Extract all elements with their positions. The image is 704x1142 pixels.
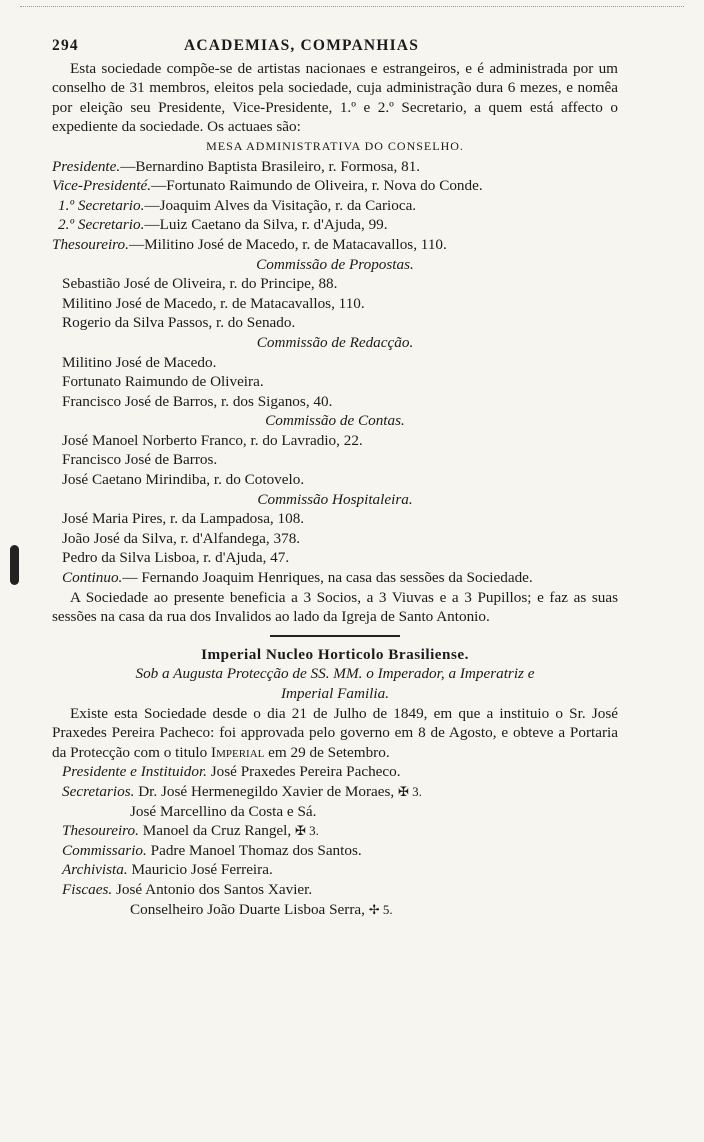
officer-secretarios: Secretarios. Dr. José Hermenegildo Xavier de Moraes, ✠ 3. (62, 782, 422, 800)
page-number: 294 (52, 37, 79, 54)
officer-secretario-2: José Marcellino da Costa e Sá. (130, 802, 317, 820)
mesa-heading: MESA ADMINISTRATIVA DO CONSELHO. (206, 138, 464, 153)
mesa-thesoureiro: Thesoureiro.—Militino José de Macedo, r. de Matacavallos, 110. (52, 235, 447, 253)
section-divider (270, 635, 400, 637)
section-subtitle-2: Imperial Familia. (281, 685, 389, 702)
order-star-icon: ✢ 5. (368, 901, 393, 917)
committee-member: Pedro da Silva Lisboa, r. d'Ajuda, 47. (62, 549, 290, 567)
mesa-vice: Vice-Presidenté.—Fortunato Raimundo de Oliveira, r. Nova do Conde. (52, 177, 483, 195)
order-cross-icon: ✠ 3. (398, 783, 422, 799)
officer-fiscal-2: Conselheiro João Duarte Lisboa Serra, ✢ 5. (130, 900, 393, 918)
section-body: Existe esta Sociedade desde o dia 21 de Julho de 1849, em que a instituio o Sr. José Praxedes Pereira Pacheco: foi approvada pelo governo em 8 de Agosto, e obteve a Portaria da Protecção com o titulo Imperial em 29 de Setembro. (52, 704, 618, 761)
top-border (20, 6, 684, 7)
mesa-sec1: 1.º Secretario.—Joaquim Alves da Visitação, r. da Carioca. (58, 196, 417, 214)
ink-blot (10, 545, 19, 585)
committee-member: José Maria Pires, r. da Lampadosa, 108. (62, 510, 305, 528)
committee-member: João José da Silva, r. d'Alfandega, 378. (62, 529, 301, 547)
committee-title: Commissão de Contas. (265, 412, 405, 430)
section-title: Imperial Nucleo Horticolo Brasiliense. (201, 645, 469, 663)
committee-member: Militino José de Macedo, r. de Matacavallos, 110. (62, 294, 365, 312)
officer-thesoureiro: Thesoureiro. Manoel da Cruz Rangel, ✠ 3. (62, 822, 319, 840)
committee-member: José Manoel Norberto Franco, r. do Lavradio, 22. (62, 431, 363, 449)
officer-archivista: Archivista. Mauricio José Ferreira. (62, 861, 273, 879)
order-cross-icon: ✠ 3. (295, 823, 319, 839)
committee-title: Commissão de Redacção. (256, 333, 414, 351)
continuo-paragraph: Continuo.— Fernando Joaquim Henriques, na casa das sessões da Sociedade. (62, 569, 533, 587)
section-subtitle-1: Sob a Augusta Protecção de SS. MM. o Imperador, a Imperatriz e (135, 665, 535, 683)
committee-title: Commissão de Propostas. (256, 255, 414, 273)
committee-member: Rogerio da Silva Passos, r. do Senado. (62, 314, 296, 332)
mesa-sec2: 2.º Secretario.—Luiz Caetano da Silva, r. d'Ajuda, 99. (58, 216, 388, 234)
officer-commissario: Commissario. Padre Manoel Thomaz dos Santos. (62, 841, 362, 859)
committee-member: Militino José de Macedo. (62, 353, 217, 371)
committee-member: Francisco José de Barros. (62, 451, 218, 469)
officer-fiscaes: Fiscaes. José Antonio dos Santos Xavier. (62, 880, 313, 898)
committee-member: Fortunato Raimundo de Oliveira. (62, 373, 264, 391)
mesa-presidente: Presidente.—Bernardino Baptista Brasileiro, r. Formosa, 81. (52, 157, 421, 175)
committee-member: José Caetano Mirindiba, r. do Cotovelo. (62, 471, 305, 489)
closing-paragraph: A Sociedade ao presente beneficia a 3 Socios, a 3 Viuvas e a 3 Pupillos; e faz as suas sessões na casa da rua dos Invalidos ao lado da Igreja de Santo Antonio. (52, 588, 618, 626)
intro-paragraph: Esta sociedade compõe-se de artistas nacionaes e estrangeiros, e é administrada por um conselho de 31 membros, eleitos pela sociedade, cuja administração dura 6 mezes, e nomêa por eleição seu Presidente, Vice-Presidente, 1.º e 2.º Secretario, a quem está affecto o expediente da sociedade. Os actuaes são: (52, 59, 618, 136)
page (52, 36, 618, 919)
committee-title: Commissão Hospitaleira. (257, 490, 413, 508)
running-title: ACADEMIAS, COMPANHIAS (184, 37, 420, 54)
running-header (52, 36, 618, 56)
officer-presidente: Presidente e Instituidor. José Praxedes Pereira Pacheco. (62, 763, 401, 781)
committee-member: Francisco José de Barros, r. dos Siganos, 40. (62, 392, 333, 410)
committee-member: Sebastião José de Oliveira, r. do Principe, 88. (62, 275, 338, 293)
